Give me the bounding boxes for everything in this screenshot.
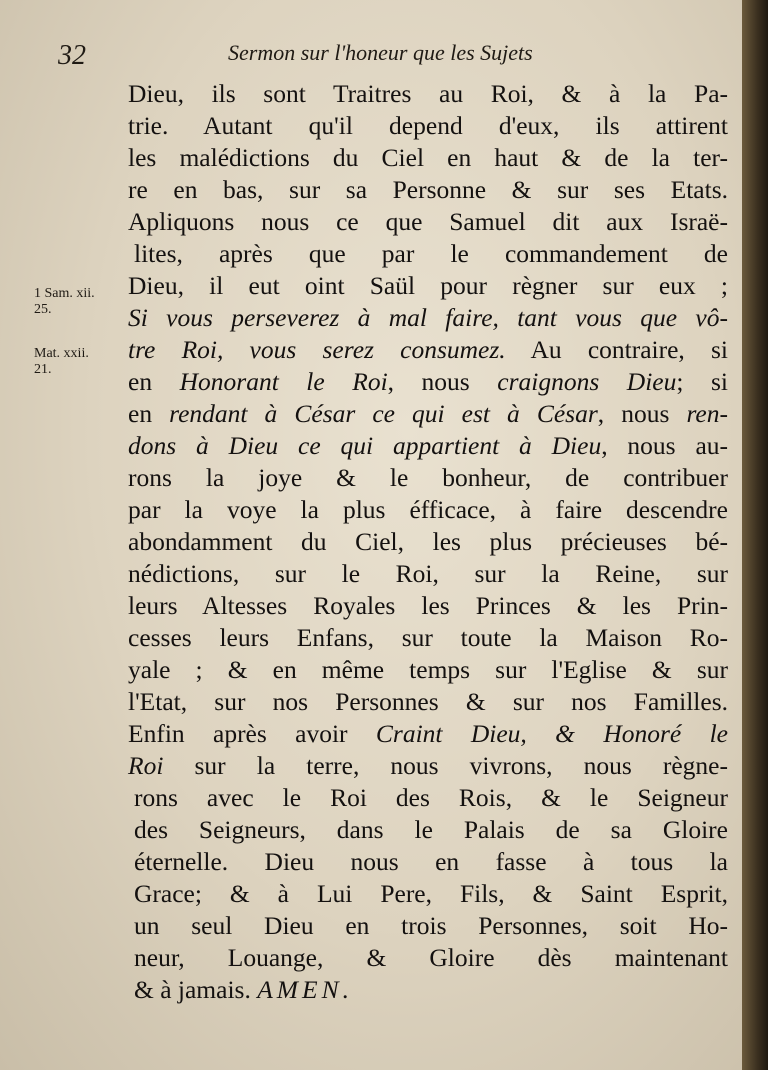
text-line — [128, 174, 728, 206]
text-run: trie. Autant qu'il depend d'eux, ils attirent — [128, 111, 728, 140]
text-run-italic: craignons Dieu — [497, 367, 677, 396]
text-line — [134, 942, 728, 974]
text-run: lites, après que par le commandement de — [134, 239, 728, 268]
text-line — [134, 238, 728, 270]
text-line — [128, 366, 728, 398]
text-line — [134, 814, 728, 846]
text-run: des Seigneurs, dans le Palais de sa Gloire — [134, 815, 728, 844]
text-run: Enfin après avoir — [128, 719, 376, 748]
text-line — [128, 110, 728, 142]
text-run: leurs Altesses Royales les Princes & les Prin- — [128, 591, 728, 620]
text-run: Grace; & à Lui Pere, Fils, & Saint Esprit, — [134, 879, 728, 908]
page-number: 32 — [58, 40, 86, 71]
margin-note-verse: 25. — [34, 302, 52, 317]
text-line — [134, 782, 728, 814]
text-run: rons la joye & le bonheur, de contribuer — [128, 463, 728, 492]
text-run: abondamment du Ciel, les plus précieuses bé- — [128, 527, 728, 556]
text-run-italic: ren- — [686, 399, 728, 428]
text-line — [134, 878, 728, 910]
margin-note-1sam — [34, 286, 95, 318]
text-run-italic: Honorant le Roi — [179, 367, 388, 396]
margin-note-mat — [34, 346, 89, 378]
text-run: , nous — [387, 367, 498, 396]
text-line — [128, 654, 728, 686]
text-run: Au contraire, si — [505, 335, 728, 364]
text-line — [128, 526, 728, 558]
text-run: nédictions, sur le Roi, sur la Reine, sur — [128, 559, 728, 588]
text-line — [128, 718, 728, 750]
text-run: , nous au- — [601, 431, 729, 460]
text-run-italic: AMEN. — [257, 975, 353, 1004]
text-line — [128, 462, 728, 494]
text-line — [134, 910, 728, 942]
text-run: neur, Louange, & Gloire dès maintenant — [134, 943, 728, 972]
text-run: en — [128, 367, 180, 396]
text-run: rons avec le Roi des Rois, & le Seigneur — [134, 783, 728, 812]
text-line — [128, 750, 728, 782]
text-run-italic: dons à Dieu ce qui appartient à Dieu — [128, 431, 602, 460]
text-run: cesses leurs Enfans, sur toute la Maison Ro- — [128, 623, 728, 652]
text-run: sur la terre, nous vivrons, nous règne- — [163, 751, 728, 780]
text-line — [128, 430, 728, 462]
text-line — [128, 686, 728, 718]
text-run: les malédictions du Ciel en haut & de la ter- — [128, 143, 728, 172]
text-run-italic: Craint Dieu, & Honoré le — [375, 719, 728, 748]
text-run-italic: Roi — [128, 751, 164, 780]
margin-note-verse: 21. — [34, 362, 52, 377]
text-run-italic: rendant à César ce qui est à César — [169, 399, 598, 428]
text-line — [128, 622, 728, 654]
text-line — [128, 558, 728, 590]
text-run: ; si — [676, 367, 728, 396]
margin-note-ref: Mat. xxii. — [34, 346, 89, 361]
text-line — [134, 974, 728, 1006]
text-line — [128, 302, 728, 334]
margin-note-ref: 1 Sam. xii. — [34, 286, 95, 301]
text-line — [128, 398, 728, 430]
text-run: & à jamais. — [134, 975, 258, 1004]
text-run: l'Etat, sur nos Personnes & sur nos Familles. — [128, 687, 728, 716]
text-line — [128, 206, 728, 238]
text-line — [128, 494, 728, 526]
text-run: , nous — [597, 399, 687, 428]
running-head: Sermon sur l'honeur que les Sujets — [228, 40, 533, 65]
text-run: en — [128, 399, 170, 428]
text-run: Dieu, il eut oint Saül pour règner sur eux ; — [128, 271, 728, 300]
text-run: éternelle. Dieu nous en fasse à tous la — [134, 847, 728, 876]
text-run: par la voye la plus éfficace, à faire descendre — [128, 495, 728, 524]
text-run-italic: Si vous perseverez à mal faire, tant vous que vô- — [128, 303, 728, 332]
text-line — [128, 334, 728, 366]
book-spine — [742, 0, 768, 1070]
text-line — [134, 846, 728, 878]
text-run: yale ; & en même temps sur l'Eglise & sur — [128, 655, 728, 684]
text-run: Dieu, ils sont Traitres au Roi, & à la Pa- — [128, 79, 728, 108]
text-line — [128, 78, 728, 110]
text-line — [128, 142, 728, 174]
text-run: re en bas, sur sa Personne & sur ses Etats. — [128, 175, 728, 204]
text-run-italic: tre Roi, vous serez consumez. — [128, 335, 506, 364]
text-line — [128, 590, 728, 622]
text-run: un seul Dieu en trois Personnes, soit Ho- — [134, 911, 728, 940]
text-run: Apliquons nous ce que Samuel dit aux Israë- — [128, 207, 728, 236]
text-line — [128, 270, 728, 302]
